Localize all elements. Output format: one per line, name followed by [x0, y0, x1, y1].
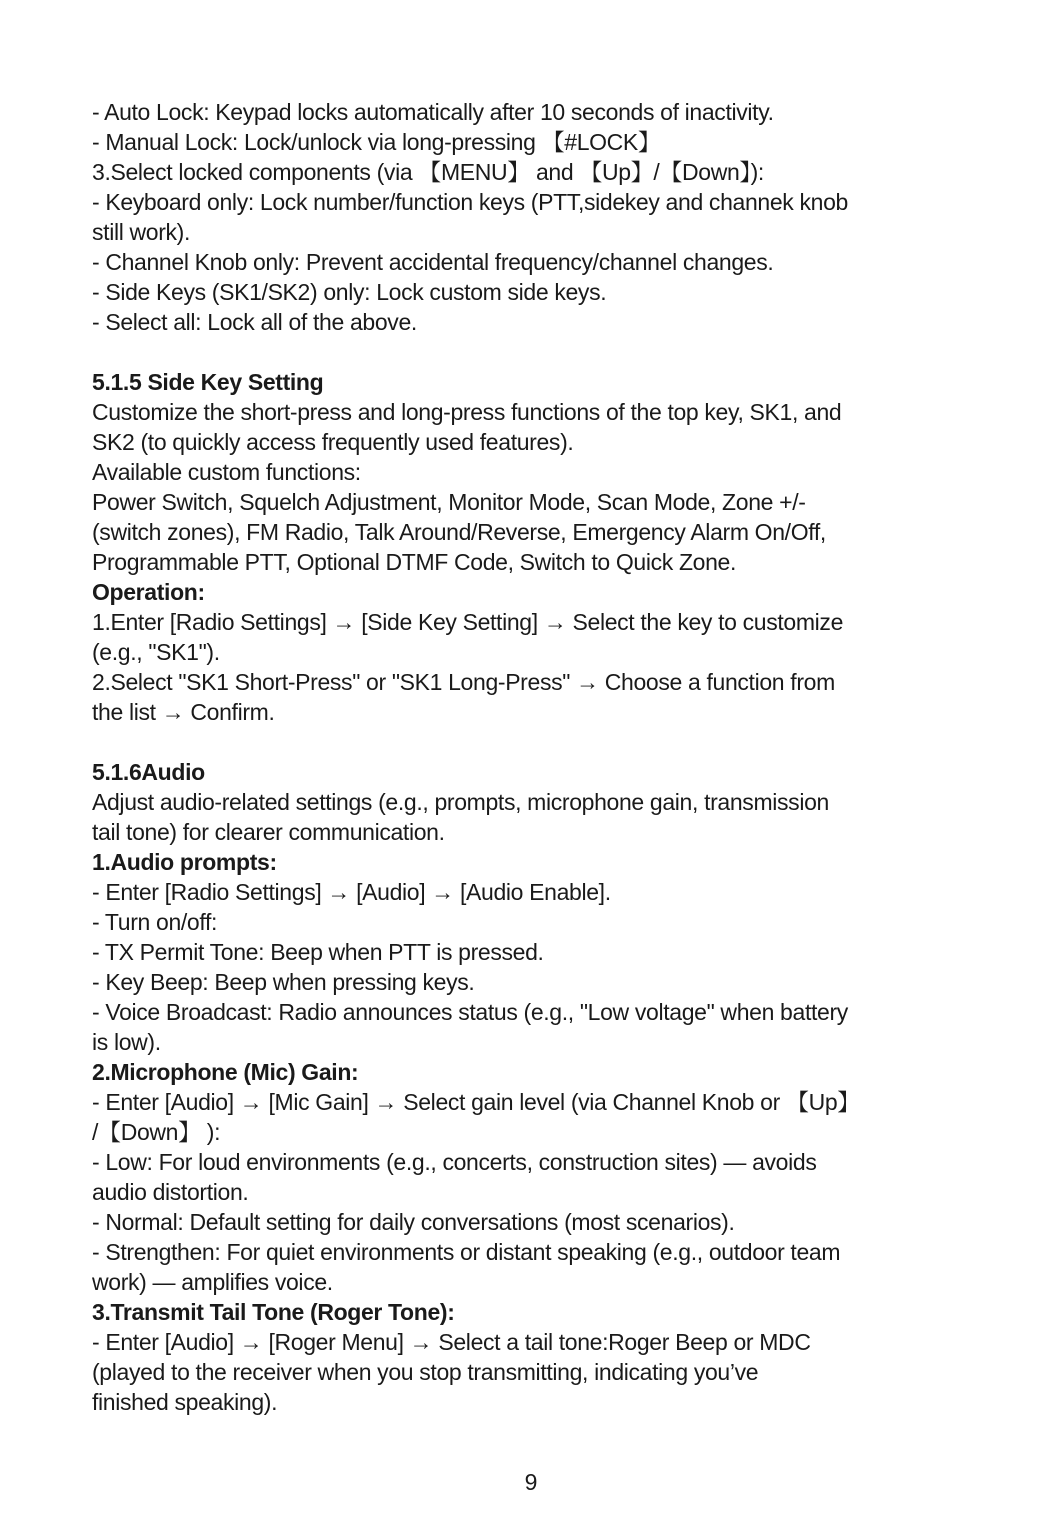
body-line: Power Switch, Squelch Adjustment, Monitor Mode, Scan Mode, Zone +/- — [92, 489, 806, 515]
section-spacer — [92, 337, 972, 367]
body-line: 3.Select locked components (via 【MENU】 and 【Up】/【Down】): — [92, 159, 764, 185]
page-number: 9 — [524, 1469, 538, 1495]
body-line: - Enter [Radio Settings] → [Audio] → [Audio Enable]. — [92, 879, 611, 905]
body-line: - Normal: Default setting for daily conversations (most scenarios). — [92, 1209, 735, 1235]
body-line: Adjust audio-related settings (e.g., prompts, microphone gain, transmission — [92, 789, 829, 815]
body-line: 1.Enter [Radio Settings] → [Side Key Setting] → Select the key to customize — [92, 609, 844, 635]
subheading: 3.Transmit Tail Tone (Roger Tone): — [92, 1299, 455, 1325]
section-heading: 5.1.5 Side Key Setting — [92, 369, 324, 395]
body-line: - Keyboard only: Lock number/function keys (PTT,sidekey and channek knob — [92, 189, 848, 215]
subheading: 1.Audio prompts: — [92, 849, 277, 875]
body-line: /【Down】 ): — [92, 1119, 221, 1145]
subheading: Operation: — [92, 579, 205, 605]
manual-page — [92, 97, 972, 1417]
body-line: - Turn on/off: — [92, 909, 218, 935]
section-spacer — [92, 727, 972, 757]
body-line: - Enter [Audio] → [Roger Menu] → Select a tail tone:Roger Beep or MDC — [92, 1329, 811, 1355]
body-line: - Voice Broadcast: Radio announces status (e.g., "Low voltage" when battery — [92, 999, 848, 1025]
body-line: tail tone) for clearer communication. — [92, 819, 445, 845]
body-line: finished speaking). — [92, 1389, 278, 1415]
body-line: (played to the receiver when you stop transmitting, indicating you’ve — [92, 1359, 759, 1385]
body-line: - TX Permit Tone: Beep when PTT is pressed. — [92, 939, 544, 965]
body-line: still work). — [92, 219, 191, 245]
body-line: - Manual Lock: Lock/unlock via long-pressing 【#LOCK】 — [92, 129, 661, 155]
body-line: - Strengthen: For quiet environments or distant speaking (e.g., outdoor team — [92, 1239, 841, 1265]
keypad-lock-section — [92, 97, 972, 337]
side-key-setting-section — [92, 367, 972, 727]
body-line: - Low: For loud environments (e.g., concerts, construction sites) — avoids — [92, 1149, 817, 1175]
body-line: is low). — [92, 1029, 161, 1055]
body-line: the list → Confirm. — [92, 699, 275, 725]
body-line: - Side Keys (SK1/SK2) only: Lock custom side keys. — [92, 279, 607, 305]
body-line: - Auto Lock: Keypad locks automatically after 10 seconds of inactivity. — [92, 99, 774, 125]
body-line: - Enter [Audio] → [Mic Gain] → Select gain level (via Channel Knob or 【Up】 — [92, 1089, 860, 1115]
body-line: - Channel Knob only: Prevent accidental frequency/channel changes. — [92, 249, 774, 275]
body-line: SK2 (to quickly access frequently used features). — [92, 429, 574, 455]
body-line: Programmable PTT, Optional DTMF Code, Switch to Quick Zone. — [92, 549, 737, 575]
body-line: (e.g., "SK1"). — [92, 639, 220, 665]
body-line: audio distortion. — [92, 1179, 249, 1205]
body-line: - Select all: Lock all of the above. — [92, 309, 417, 335]
body-line: work) — amplifies voice. — [92, 1269, 333, 1295]
body-line: Available custom functions: — [92, 459, 361, 485]
subheading: 2.Microphone (Mic) Gain: — [92, 1059, 359, 1085]
audio-section — [92, 757, 972, 1417]
body-line: - Key Beep: Beep when pressing keys. — [92, 969, 475, 995]
section-heading: 5.1.6Audio — [92, 759, 205, 785]
body-line: 2.Select "SK1 Short-Press" or "SK1 Long-Press" → Choose a function from — [92, 669, 835, 695]
body-line: Customize the short-press and long-press functions of the top key, SK1, and — [92, 399, 842, 425]
body-line: (switch zones), FM Radio, Talk Around/Reverse, Emergency Alarm On/Off, — [92, 519, 826, 545]
